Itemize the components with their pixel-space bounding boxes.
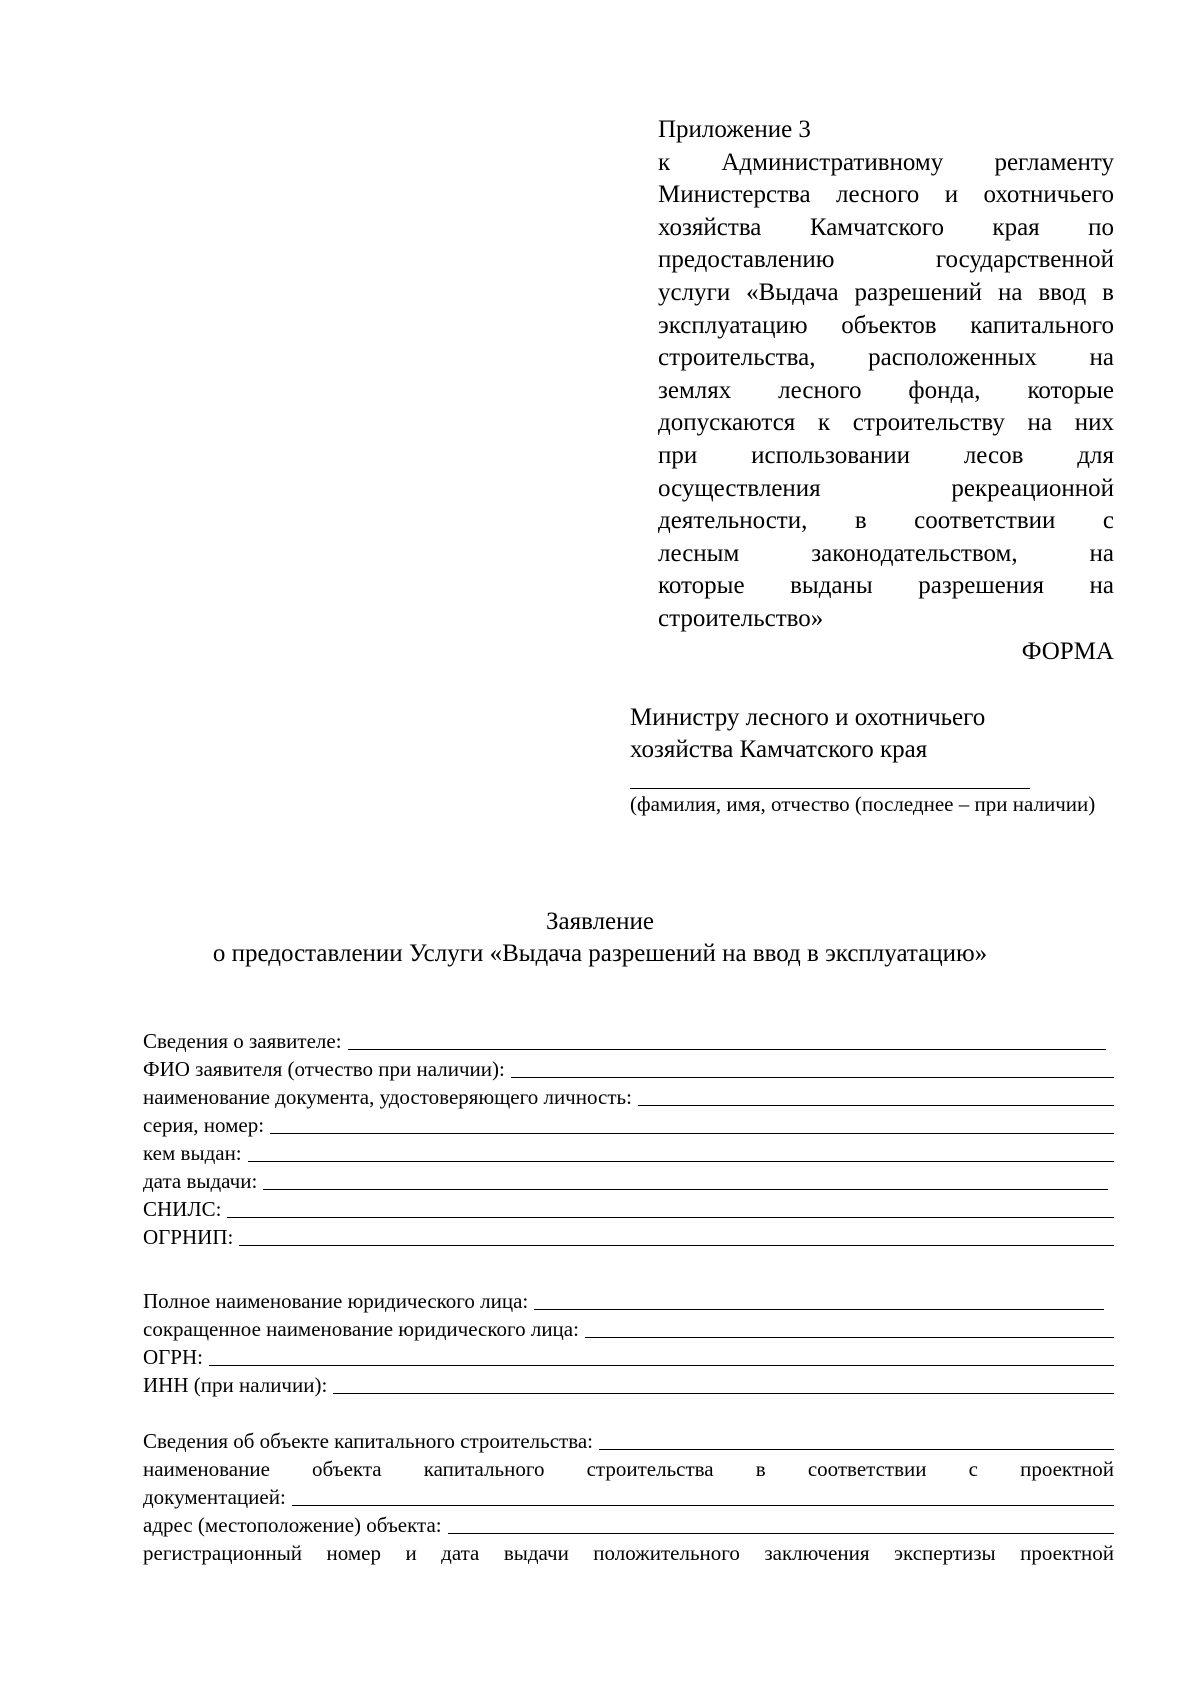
snils-field[interactable]: [227, 1217, 1114, 1218]
field-label: адрес (местоположение) объекта:: [143, 1513, 442, 1537]
appendix-line: деятельности, в соответствии с: [658, 507, 1114, 535]
applicant-fio-field[interactable]: [511, 1077, 1114, 1078]
issued-by-field[interactable]: [248, 1161, 1114, 1162]
form-row: [143, 1286, 1114, 1314]
form-row: [143, 1426, 1114, 1454]
addressee-line: Министру лесного и охотничьего: [630, 704, 986, 731]
addressee-block: [630, 702, 1114, 818]
appendix-line: эксплуатацию объектов капитального: [658, 311, 1114, 339]
form-row: [143, 1222, 1114, 1250]
appendix-line: предоставлению государственной: [658, 246, 1114, 274]
appendix-line: землях лесного фонда, которые: [658, 376, 1114, 404]
form-row: [143, 1166, 1114, 1194]
field-label: сокращенное наименование юридического лица:: [143, 1317, 579, 1341]
field-label: ИНН (при наличии):: [143, 1373, 328, 1397]
appendix-line: которые выданы разрешения на: [658, 572, 1114, 600]
form-row: [143, 1342, 1114, 1370]
appendix-block: [658, 114, 1114, 636]
issue-date-field[interactable]: [263, 1189, 1108, 1190]
appendix-line: к Административному регламенту: [658, 148, 1114, 176]
addressee-name-field[interactable]: [630, 766, 1030, 789]
field-label: ФИО заявителя (отчество при наличии):: [143, 1057, 505, 1081]
ogrnip-field[interactable]: [239, 1245, 1114, 1246]
appendix-line: допускаются к строительству на них: [658, 409, 1114, 437]
form-row: [143, 1054, 1114, 1082]
ogrn-field[interactable]: [209, 1365, 1114, 1366]
appendix-line: при использовании лесов для: [658, 441, 1114, 469]
field-label: СНИЛС:: [143, 1197, 222, 1221]
field-label: дата выдачи:: [143, 1169, 258, 1193]
statement-title: Заявление: [545, 908, 655, 935]
object-name-field[interactable]: [292, 1505, 1114, 1506]
field-label: наименование объекта капитального строительства в соответствии с проектной: [143, 1457, 1114, 1481]
appendix-line: лесным законодательством, на: [658, 539, 1114, 567]
form-label: ФОРМА: [1021, 638, 1114, 665]
form-row: [143, 1510, 1114, 1538]
addressee-fio-hint: (фамилия, имя, отчество (последнее – при наличии): [630, 792, 1096, 816]
short-name-field[interactable]: [585, 1337, 1114, 1338]
full-name-field[interactable]: [534, 1309, 1104, 1310]
object-address-field[interactable]: [448, 1533, 1114, 1534]
form-row: [143, 1138, 1114, 1166]
statement-subtitle: о предоставлении Услуги «Выдача разрешений на ввод в эксплуатацию»: [212, 940, 988, 967]
appendix-line: услуги «Выдача разрешений на ввод в: [658, 278, 1114, 306]
form-row: [143, 1370, 1114, 1398]
field-label: серия, номер:: [143, 1113, 265, 1137]
field-label: Сведения об объекте капитального строительства:: [143, 1429, 594, 1453]
field-label: Сведения о заявителе:: [143, 1029, 342, 1053]
addressee-line: хозяйства Камчатского края: [630, 736, 928, 763]
form-row: [143, 1110, 1114, 1138]
form-row: [143, 1082, 1114, 1110]
identity-document-field[interactable]: [638, 1105, 1114, 1106]
form-row: [143, 1314, 1114, 1342]
form-row: [143, 1454, 1114, 1482]
applicant-section: [143, 1026, 1114, 1250]
field-label: регистрационный номер и дата выдачи положительного заключения экспертизы проектной: [143, 1541, 1114, 1565]
appendix-line: хозяйства Камчатского края по: [658, 213, 1114, 241]
legal-entity-section: [143, 1286, 1114, 1398]
field-label: ОГРН:: [143, 1345, 203, 1369]
object-info-field[interactable]: [599, 1449, 1114, 1450]
appendix-line: строительство»: [658, 604, 824, 632]
form-row: [143, 1482, 1114, 1510]
applicant-info-field[interactable]: [348, 1049, 1106, 1050]
form-row: [143, 1026, 1114, 1054]
series-number-field[interactable]: [270, 1133, 1114, 1134]
appendix-line: строительства, расположенных на: [658, 344, 1114, 372]
field-label: наименование документа, удостоверяющего личность:: [143, 1085, 632, 1109]
appendix-line: осуществления рекреационной: [658, 474, 1114, 502]
appendix-line: Министерства лесного и охотничьего: [658, 181, 1114, 209]
appendix-heading: Приложение 3: [658, 116, 811, 143]
field-label: документацией:: [143, 1485, 286, 1509]
form-row: [143, 1194, 1114, 1222]
field-label: ОГРНИП:: [143, 1225, 234, 1249]
field-label: Полное наименование юридического лица:: [143, 1289, 529, 1313]
form-row: [143, 1538, 1114, 1566]
field-label: кем выдан:: [143, 1141, 242, 1165]
inn-field[interactable]: [333, 1393, 1114, 1394]
object-section: [143, 1426, 1114, 1566]
